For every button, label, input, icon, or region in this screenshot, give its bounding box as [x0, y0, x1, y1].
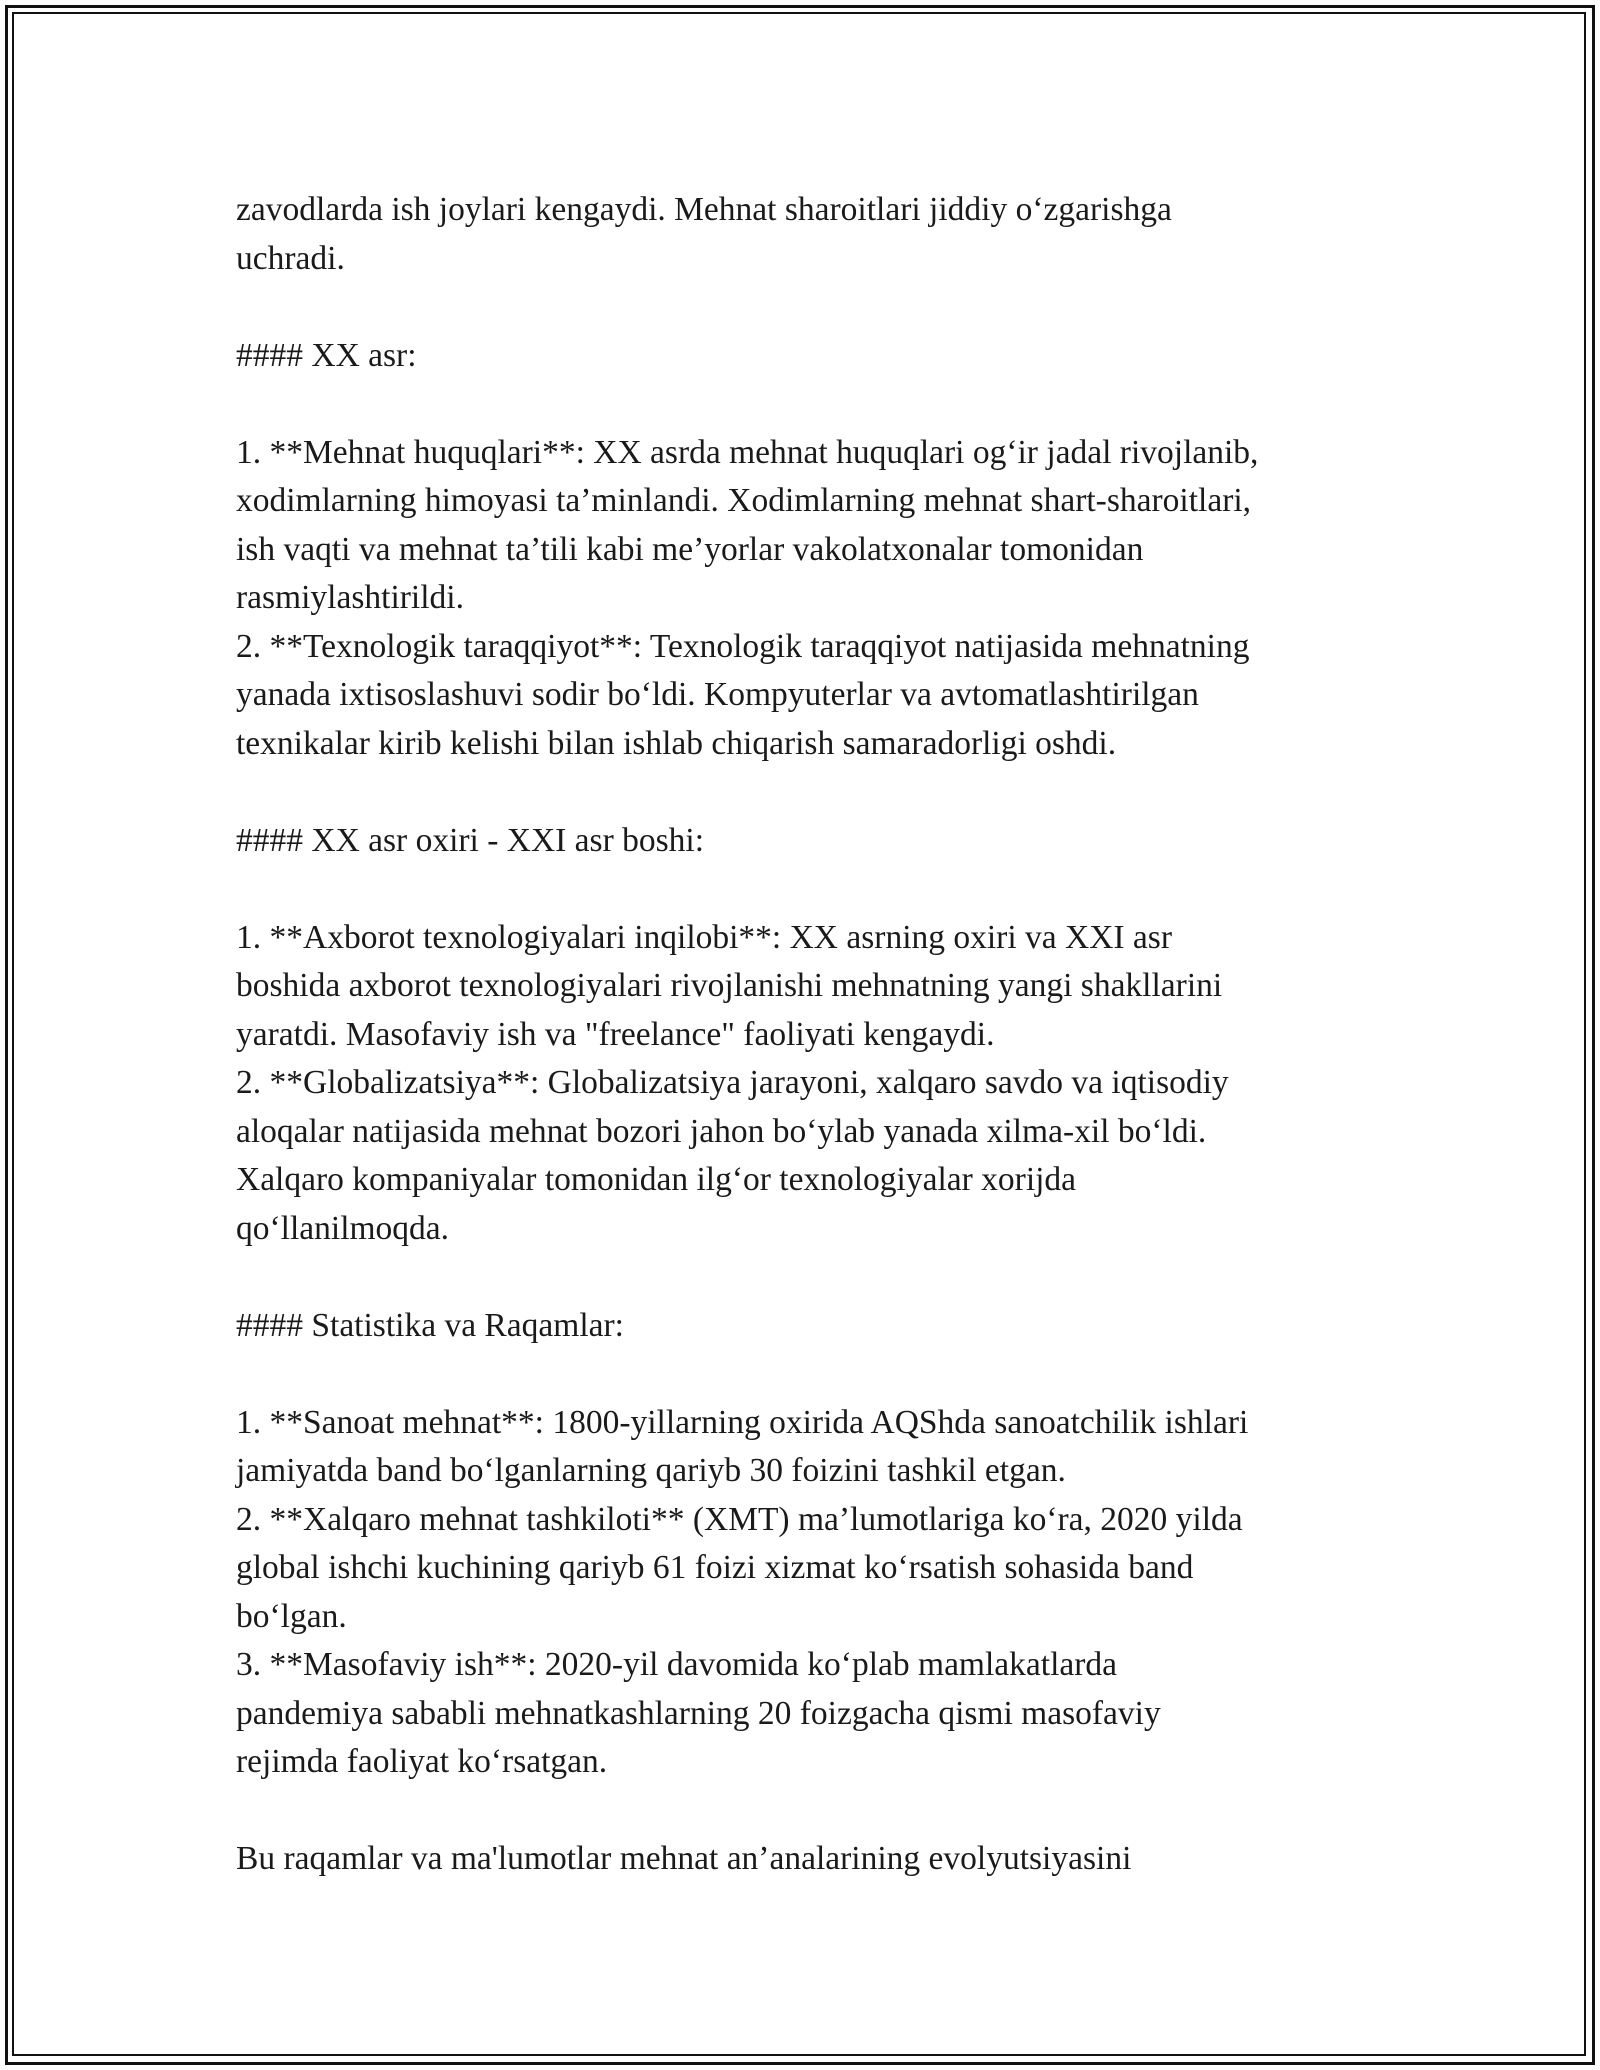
spacer [236, 768, 1386, 817]
spacer [236, 283, 1386, 332]
list-item-technological-progress: 2. **Texnologik taraqqiyot**: Texnologik taraqqiyot natijasida mehnatning yanada ixtisoslashuvi sodir bo‘ldi. Kompyuterlar va avtomatlashtirilgan texnikalar kirib kelishi bilan ishlab chiqarish samaradorligi oshdi. [236, 627, 1250, 762]
list-item-ilo-data: 2. **Xalqaro mehnat tashkiloti** (XMT) ma’lumotlariga ko‘ra, 2020 yilda global ishchi kuchining qariyb 61 foizi xizmat ko‘rsatish sohasida band bo‘lgan. [236, 1500, 1243, 1635]
spacer [236, 1787, 1386, 1836]
spacer [236, 380, 1386, 429]
list-item-industrial-labor: 1. **Sanoat mehnat**: 1800-yillarning oxirida AQShda sanoatchilik ishlari jamiyatda band bo‘lganlarning qariyb 30 foizini tashkil etgan. [236, 1403, 1249, 1489]
list-item-it-revolution: 1. **Axborot texnologiyalari inqilobi**: XX asrning oxiri va XXI asr boshida axborot texnologiyalari rivojlanishi mehnatning yangi shakllarini yaratdi. Masofaviy ish va "freelance" faoliyati kengaydi. [236, 918, 1223, 1053]
spacer [236, 865, 1386, 914]
list-item-remote-work: 3. **Masofaviy ish**: 2020-yil davomida ko‘plab mamlakatlarda pandemiya sababli mehnatkashlarning 20 foizgacha qismi masofaviy rejimda faoliyat ko‘rsatgan. [236, 1646, 1161, 1780]
spacer [236, 1253, 1386, 1302]
section-heading-late-xx-early-xxi: #### XX asr oxiri - XXI asr boshi: [236, 821, 705, 859]
spacer [236, 1350, 1386, 1399]
section-heading-xx-century: #### XX asr: [236, 336, 417, 374]
list-item-globalization: 2. **Globalizatsiya**: Globalizatsiya jarayoni, xalqaro savdo va iqtisodiy aloqalar natijasida mehnat bozori jahon bo‘ylab yanada xilma-xil bo‘ldi. Xalqaro kompaniyalar tomonidan ilg‘or texnologiyalar xorijda qo‘llanilmoqda. [236, 1064, 1229, 1247]
section-heading-statistics: #### Statistika va Raqamlar: [236, 1306, 624, 1344]
list-item-labor-rights: 1. **Mehnat huquqlari**: XX asrda mehnat huquqlari og‘ir jadal rivojlanib, xodimlarning himoyasi ta’minlandi. Xodimlarning mehnat shart-sharoitlari, ish vaqti va mehnat ta’tili kabi me’yorlar vakolatxonalar tomonidan rasmiylashtirildi. [236, 433, 1259, 616]
document-body [236, 186, 1386, 1884]
closing-paragraph: Bu raqamlar va ma'lumotlar mehnat an’analarining evolyutsiyasini [236, 1840, 1132, 1877]
intro-paragraph: zavodlarda ish joylari kengaydi. Mehnat sharoitlari jiddiy o‘zgarishga uchradi. [236, 191, 1172, 277]
